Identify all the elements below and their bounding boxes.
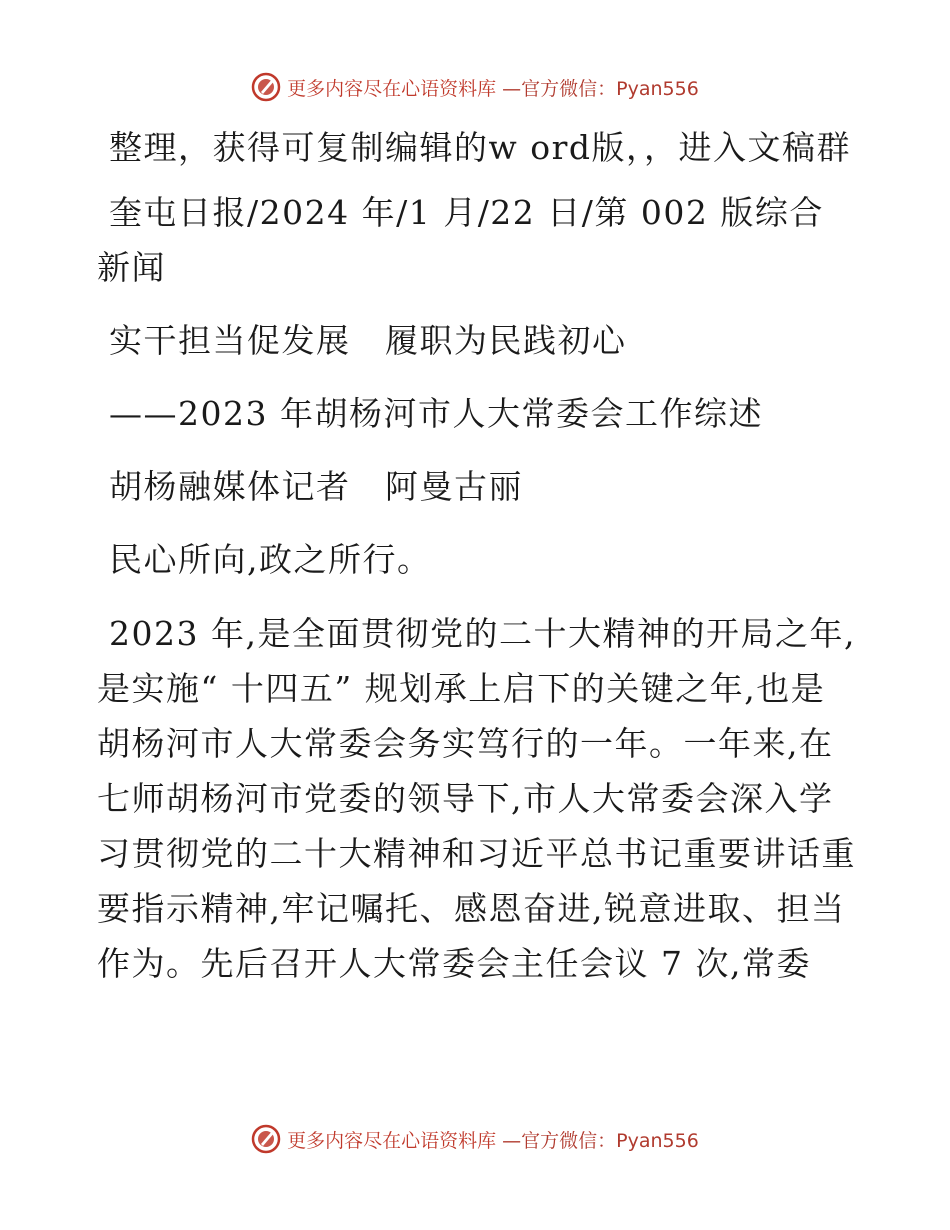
paragraph-intro: 整理，获得可复制编辑的w ord版，，进入文稿群 — [109, 128, 852, 167]
header-watermark — [0, 72, 950, 102]
article-subtitle: ——2023 年胡杨河市人大常委会工作综述 — [109, 394, 763, 433]
watermark-contact: —官方微信：Pyan556 — [502, 77, 699, 100]
watermark-text: 更多内容尽在心语资料库 — [287, 77, 497, 100]
article-byline: 胡杨融媒体记者 阿曼古丽 — [109, 467, 523, 506]
watermark-text: 更多内容尽在心语资料库 — [287, 1129, 497, 1152]
paragraph-lead: 民心所向,政之所行。 — [109, 540, 432, 579]
quill-seal-icon — [251, 1124, 281, 1154]
paragraph-body: 2023 年,是全面贯彻党的二十大精神的开局之年,是实施“ 十四五” 规划承上启下的关键之年,也是胡杨河市人大常委会务实笃行的一年。一年来,在七师胡杨河市党委的领导下,市人大常委会深入学习贯彻党的二十大精神和习近平总书记重要讲话重要指示精神,牢记嘱托、感恩奋进,锐意进取、担当作为。先后召开人大常委会主任会议 7 次,常委 — [97, 614, 856, 983]
quill-seal-icon — [251, 72, 281, 102]
paragraph-source: 奎屯日报/2024 年/1 月/22 日/第 002 版综合新闻 — [97, 193, 824, 287]
article-title: 实干担当促发展 履职为民践初心 — [109, 321, 627, 360]
footer-watermark — [0, 1124, 950, 1154]
watermark-contact: —官方微信：Pyan556 — [502, 1129, 699, 1152]
document-body — [97, 120, 857, 991]
